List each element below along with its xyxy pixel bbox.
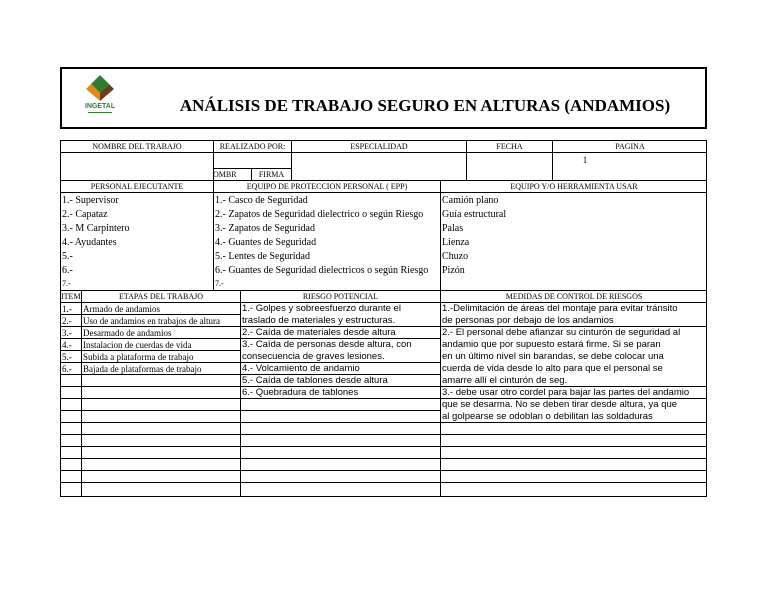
fecha-field[interactable] xyxy=(467,153,552,180)
epp-list xyxy=(215,196,439,290)
firma-sub-label: FIRMA xyxy=(258,171,285,179)
table-cell: 6.- xyxy=(62,365,72,374)
medidas-header: MEDIDAS DE CONTROL DE RIESGOS xyxy=(505,293,643,301)
table-cell: consecuencia de graves lesiones. xyxy=(242,352,385,362)
table-cell: amarre allí el cinturón de seg. xyxy=(442,376,568,386)
especialidad-field[interactable] xyxy=(292,153,466,180)
list-item: 3.- Zapatos de Seguridad xyxy=(215,224,315,234)
list-item: 3.- M Carpintero xyxy=(62,224,130,234)
list-item: 4.- Guantes de Seguridad xyxy=(215,238,317,248)
epp-header: EQUIPO DE PROTECCION PERSONAL ( EPP) xyxy=(246,183,408,191)
list-item: Chuzo xyxy=(442,252,469,262)
list-item: Pizón xyxy=(442,266,465,276)
list-item: 1.- Supervisor xyxy=(62,196,119,206)
table-cell: 2.- xyxy=(62,317,72,326)
list-item: 7.- xyxy=(62,280,71,288)
list-item: Camión plano xyxy=(442,196,499,206)
table-cell: que se desarma. No se deben tirar desde altura, ya que xyxy=(442,400,678,410)
list-item: Lienza xyxy=(442,238,470,248)
table-cell: cuerda de vida desde lo alto para que el personal se xyxy=(442,364,663,374)
table-cell: 3.- debe usar otro cordel para bajar las partes del andamio xyxy=(442,388,690,398)
table-cell: andamio que por supuesto estará firme. Si se paran xyxy=(442,340,661,350)
equipo-header: EQUIPO Y/O HERRAMIENTA USAR xyxy=(510,183,638,191)
list-item: 5.- Lentes de Seguridad xyxy=(215,252,310,262)
logo-text: INGETAL xyxy=(84,103,116,110)
table-cell: al golpearse se odoblan o debilitan las soldaduras xyxy=(442,412,653,422)
table-cell: Subida a plataforma de trabajo xyxy=(83,353,194,362)
list-item: Palas xyxy=(442,224,464,234)
table-cell: Uso de andamios en trabajos de altura xyxy=(83,317,220,326)
list-item: 4.- Ayudantes xyxy=(62,238,117,248)
pagina-value: 1 xyxy=(582,156,588,165)
nombre-trabajo-field[interactable] xyxy=(61,153,213,180)
table-cell: 6.- Quebradura de tablones xyxy=(242,388,359,398)
herramientas-list xyxy=(442,196,706,280)
realizado-por-label: REALIZADO POR: xyxy=(219,143,286,151)
list-item: 1.- Casco de Seguridad xyxy=(215,196,308,206)
riesgo-header: RIESGO POTENCIAL xyxy=(302,293,379,301)
table-cell: en un último nivel sin barandas, se debe colocar una xyxy=(442,352,664,362)
items-column xyxy=(62,305,81,377)
fecha-label: FECHA xyxy=(496,143,523,151)
item-header: ITEM xyxy=(61,293,81,301)
personal-list xyxy=(62,196,212,290)
nombre-sub-label: OMBR xyxy=(213,171,237,179)
page-title: ANÁLISIS DE TRABAJO SEGURO EN ALTURAS (ANDAMIOS) xyxy=(179,96,671,115)
list-item: 2.- Zapatos de Seguridad dielectrico o según Riesgo xyxy=(215,210,424,220)
list-item: 2.- Capataz xyxy=(62,210,108,220)
table-cell: 5.- xyxy=(62,353,72,362)
list-item: 6.- Guantes de Seguridad dielectricos o según Riesgo xyxy=(215,266,429,276)
table-cell: 4.- Volcamiento de andamio xyxy=(242,364,360,374)
logo xyxy=(80,73,120,119)
table-cell: Instalacion de cuerdas de vida xyxy=(83,341,192,350)
table-cell: traslado de materiales y estructuras. xyxy=(242,316,396,326)
table-cell: 2.- Caída de materiales desde altura xyxy=(242,328,396,338)
logo-diamond-icon xyxy=(80,73,120,105)
nombre-trabajo-label: NOMBRE DEL TRABAJO xyxy=(92,143,182,151)
table-cell: 1.- xyxy=(62,305,72,314)
table-cell: 3.- Caída de personas desde altura, con xyxy=(242,340,412,350)
realizado-por-field[interactable] xyxy=(214,153,291,168)
medidas-column xyxy=(442,304,706,424)
especialidad-label: ESPECIALIDAD xyxy=(350,143,408,151)
table-cell: Desarmado de andamios xyxy=(83,329,172,338)
etapas-column xyxy=(83,305,239,377)
table-cell: 1.-Delimitación de áreas del montaje para evitar tránsito xyxy=(442,304,678,314)
logo-underline xyxy=(88,112,112,113)
table-cell: Bajada de plataformas de trabajo xyxy=(83,365,202,374)
list-item: 6.- xyxy=(62,266,73,276)
table-cell: 4.- xyxy=(62,341,72,350)
riesgos-column xyxy=(242,304,440,400)
list-item: 5.- xyxy=(62,252,73,262)
table-cell: 3.- xyxy=(62,329,72,338)
table-cell: de personas por debajo de los andamios xyxy=(442,316,614,326)
table-cell: 1.- Golpes y sobreesfuerzo durante el xyxy=(242,304,401,314)
table-cell: 2.- El personal debe afianzar su cinturón de seguridad al xyxy=(442,328,681,338)
table-cell: 5.- Caída de tablones desde altura xyxy=(242,376,388,386)
list-item: Guía estructural xyxy=(442,210,507,220)
personal-header: PERSONAL EJECUTANTE xyxy=(90,183,184,191)
list-item: 7.- xyxy=(215,280,224,288)
table-cell: Armado de andamios xyxy=(83,305,160,314)
etapas-header: ETAPAS DEL TRABAJO xyxy=(119,293,203,301)
pagina-label: PAGINA xyxy=(615,143,645,151)
